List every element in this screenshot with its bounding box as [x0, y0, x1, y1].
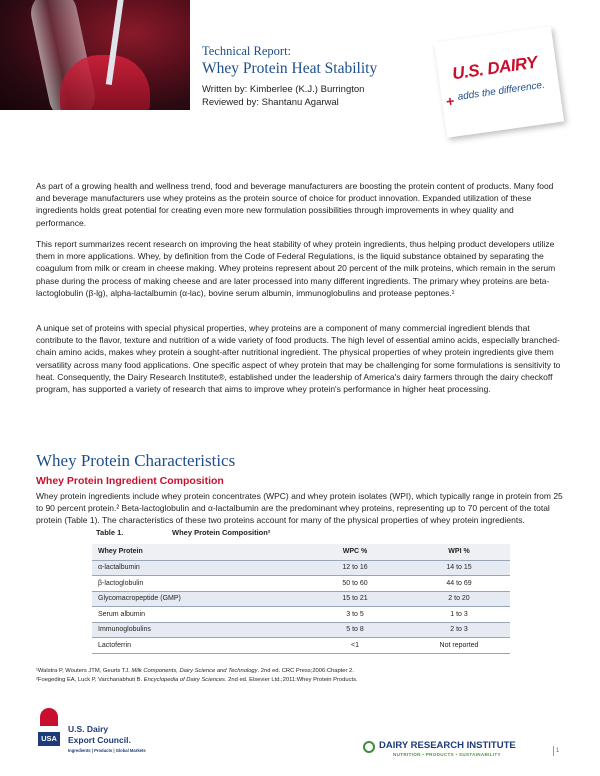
table-cell: 3 to 5: [302, 607, 406, 623]
table-row: [92, 638, 510, 654]
dri-leaf-icon: [363, 741, 375, 753]
table-header-cell: Whey Protein: [92, 544, 302, 560]
footnote-2-source: . 2nd ed. Elsevier Ltd.;2011:Whey Protein Products.: [224, 677, 358, 683]
table-cell: 1 to 3: [406, 607, 510, 623]
intro-paragraph-3: A unique set of proteins with special physical properties, whey proteins are a component of many commercial ingredient blends that contribute to the flavor, texture and nutrition of a wide variety of food products. The high level of essential amino acids, especially branched-chain amino acids, makes whey protein a sought-after nutritional ingredient. The physical properties of whey protein ingredients give them versatility across many food applications. One specific aspect of whey protein that may be challenging for some formulations is sensitivity to heat. Consequently, the Dairy Research Institute®, established under the leadership of America's dairy farmers through the dairy checkoff program, has supported a variety of research that aims to improve whey protein's performance in higher heat processing.: [36, 323, 561, 395]
footnote-1-source: . 2nd ed. CRC Press;2006:Chapter 2.: [257, 668, 354, 674]
footnote-1-title: Milk Components, Dairy Science and Technology: [131, 668, 258, 674]
table-cell: 50 to 60: [302, 576, 406, 592]
us-dairy-wordmark: U.S. DAIRY: [451, 52, 539, 84]
table-cell: Lactoferrin: [92, 638, 302, 654]
table-row: [92, 607, 510, 623]
footnote-2-authors: ²Foegeding EA, Luck P, Varchanabhuti B.: [36, 677, 144, 683]
export-council-name-line2: Export Council.: [68, 735, 131, 745]
reviewer-line: Reviewed by: Shantanu Agarwal: [202, 97, 339, 108]
intro-paragraph-1: As part of a growing health and wellness trend, food and beverage manufacturers are boosting the protein content of products. Many food and beverage manufacturers use whey proteins as the protein source of choice for product innovation. Expanded utilization of these ingredients holds great potential for creating even more new formulation possibilities through improvements in whey quality and performance.: [36, 181, 554, 228]
table-cell: 15 to 21: [302, 591, 406, 607]
table-header-cell: WPI %: [406, 544, 510, 560]
table-cell: Immunoglobulins: [92, 622, 302, 638]
table-cell: 2 to 3: [406, 622, 510, 638]
footnote-2: [36, 677, 358, 683]
table-cell: Glycomacropeptide (GMP): [92, 591, 302, 607]
table-row: [92, 622, 510, 638]
author-line: Written by: Kimberlee (K.J.) Burrington: [202, 84, 365, 95]
table-cell: β-lactoglobulin: [92, 576, 302, 592]
badge-emblem-icon: [40, 708, 58, 726]
section-paragraph: Whey protein ingredients include whey protein concentrates (WPC) and whey protein isolates (WPI), which typically range in protein from 25 to 90 percent protein.² Beta-lactoglobulin and α-lactalbumin are the predominant whey proteins, representing up to 70 percent of the total protein (Table 1). The characteristics of these two proteins account for many of the physical properties of whey protein ingredients.: [36, 491, 563, 526]
table-cell: 5 to 8: [302, 622, 406, 638]
table-cell: Not reported: [406, 638, 510, 654]
report-kicker: Technical Report:: [202, 44, 292, 58]
us-dairy-logo: [434, 26, 564, 137]
export-council-name-line1: U.S. Dairy: [68, 724, 109, 734]
table-label: Table 1.: [96, 528, 124, 537]
table-cell: 2 to 20: [406, 591, 510, 607]
table-cell: 14 to 15: [406, 560, 510, 576]
plus-icon: +: [445, 92, 456, 110]
table-header-cell: WPC %: [302, 544, 406, 560]
header-photo: [0, 0, 190, 110]
page-divider: [553, 746, 554, 756]
table-cell: <1: [302, 638, 406, 654]
table-row: [92, 591, 510, 607]
dri-name: DAIRY RESEARCH INSTITUTE: [379, 740, 516, 751]
composition-table: [92, 544, 510, 654]
table-cell: Serum albumin: [92, 607, 302, 623]
footnote-2-title: Encyclopedia of Dairy Sciences: [143, 677, 225, 683]
usa-badge-icon: [36, 708, 62, 754]
page-number: 1: [556, 748, 560, 754]
us-dairy-export-council-logo: [36, 708, 176, 756]
export-council-tagline: Ingredients | Products | Global Markets: [68, 748, 146, 753]
badge-usa-text: USA: [38, 732, 60, 746]
table-title: Whey Protein Composition²: [172, 528, 271, 537]
intro-paragraph-2: This report summarizes recent research on improving the heat stability of whey protein ingredients, thus helping product developers utilize them in more applications. Whey, by definition from the Code of Federal Regulations, is the liquid substance obtained by separating the coagulum from milk or cream in cheese making. Whey proteins represent about 20 percent of the milk proteins, which remain in the serum phase during the process of making cheese and are later processed into many different ingredients. The primary whey proteins are beta-lactoglobulin (β-lg), alpha-lactalbumin (α-lac), bovine serum albumin, immunoglobulins and protease peptones.¹: [36, 239, 556, 298]
us-dairy-tagline: adds the difference.: [456, 79, 546, 103]
report-title: Whey Protein Heat Stability: [202, 60, 378, 77]
dri-tagline: NUTRITION • PRODUCTS • SUSTAINABILITY: [393, 752, 501, 757]
table-cell: α-lactalbumin: [92, 560, 302, 576]
table-row: [92, 560, 510, 576]
table-header-row: [92, 544, 510, 560]
section-heading: Whey Protein Characteristics: [36, 451, 236, 470]
table-cell: 44 to 69: [406, 576, 510, 592]
section-subheading: Whey Protein Ingredient Composition: [36, 475, 224, 487]
footnote-1-authors: ¹Walstra P, Wouters JTM, Geurts TJ.: [36, 668, 132, 674]
table-cell: 12 to 16: [302, 560, 406, 576]
footnote-1: [36, 668, 354, 674]
table-row: [92, 576, 510, 592]
dairy-research-institute-logo: [363, 739, 543, 761]
